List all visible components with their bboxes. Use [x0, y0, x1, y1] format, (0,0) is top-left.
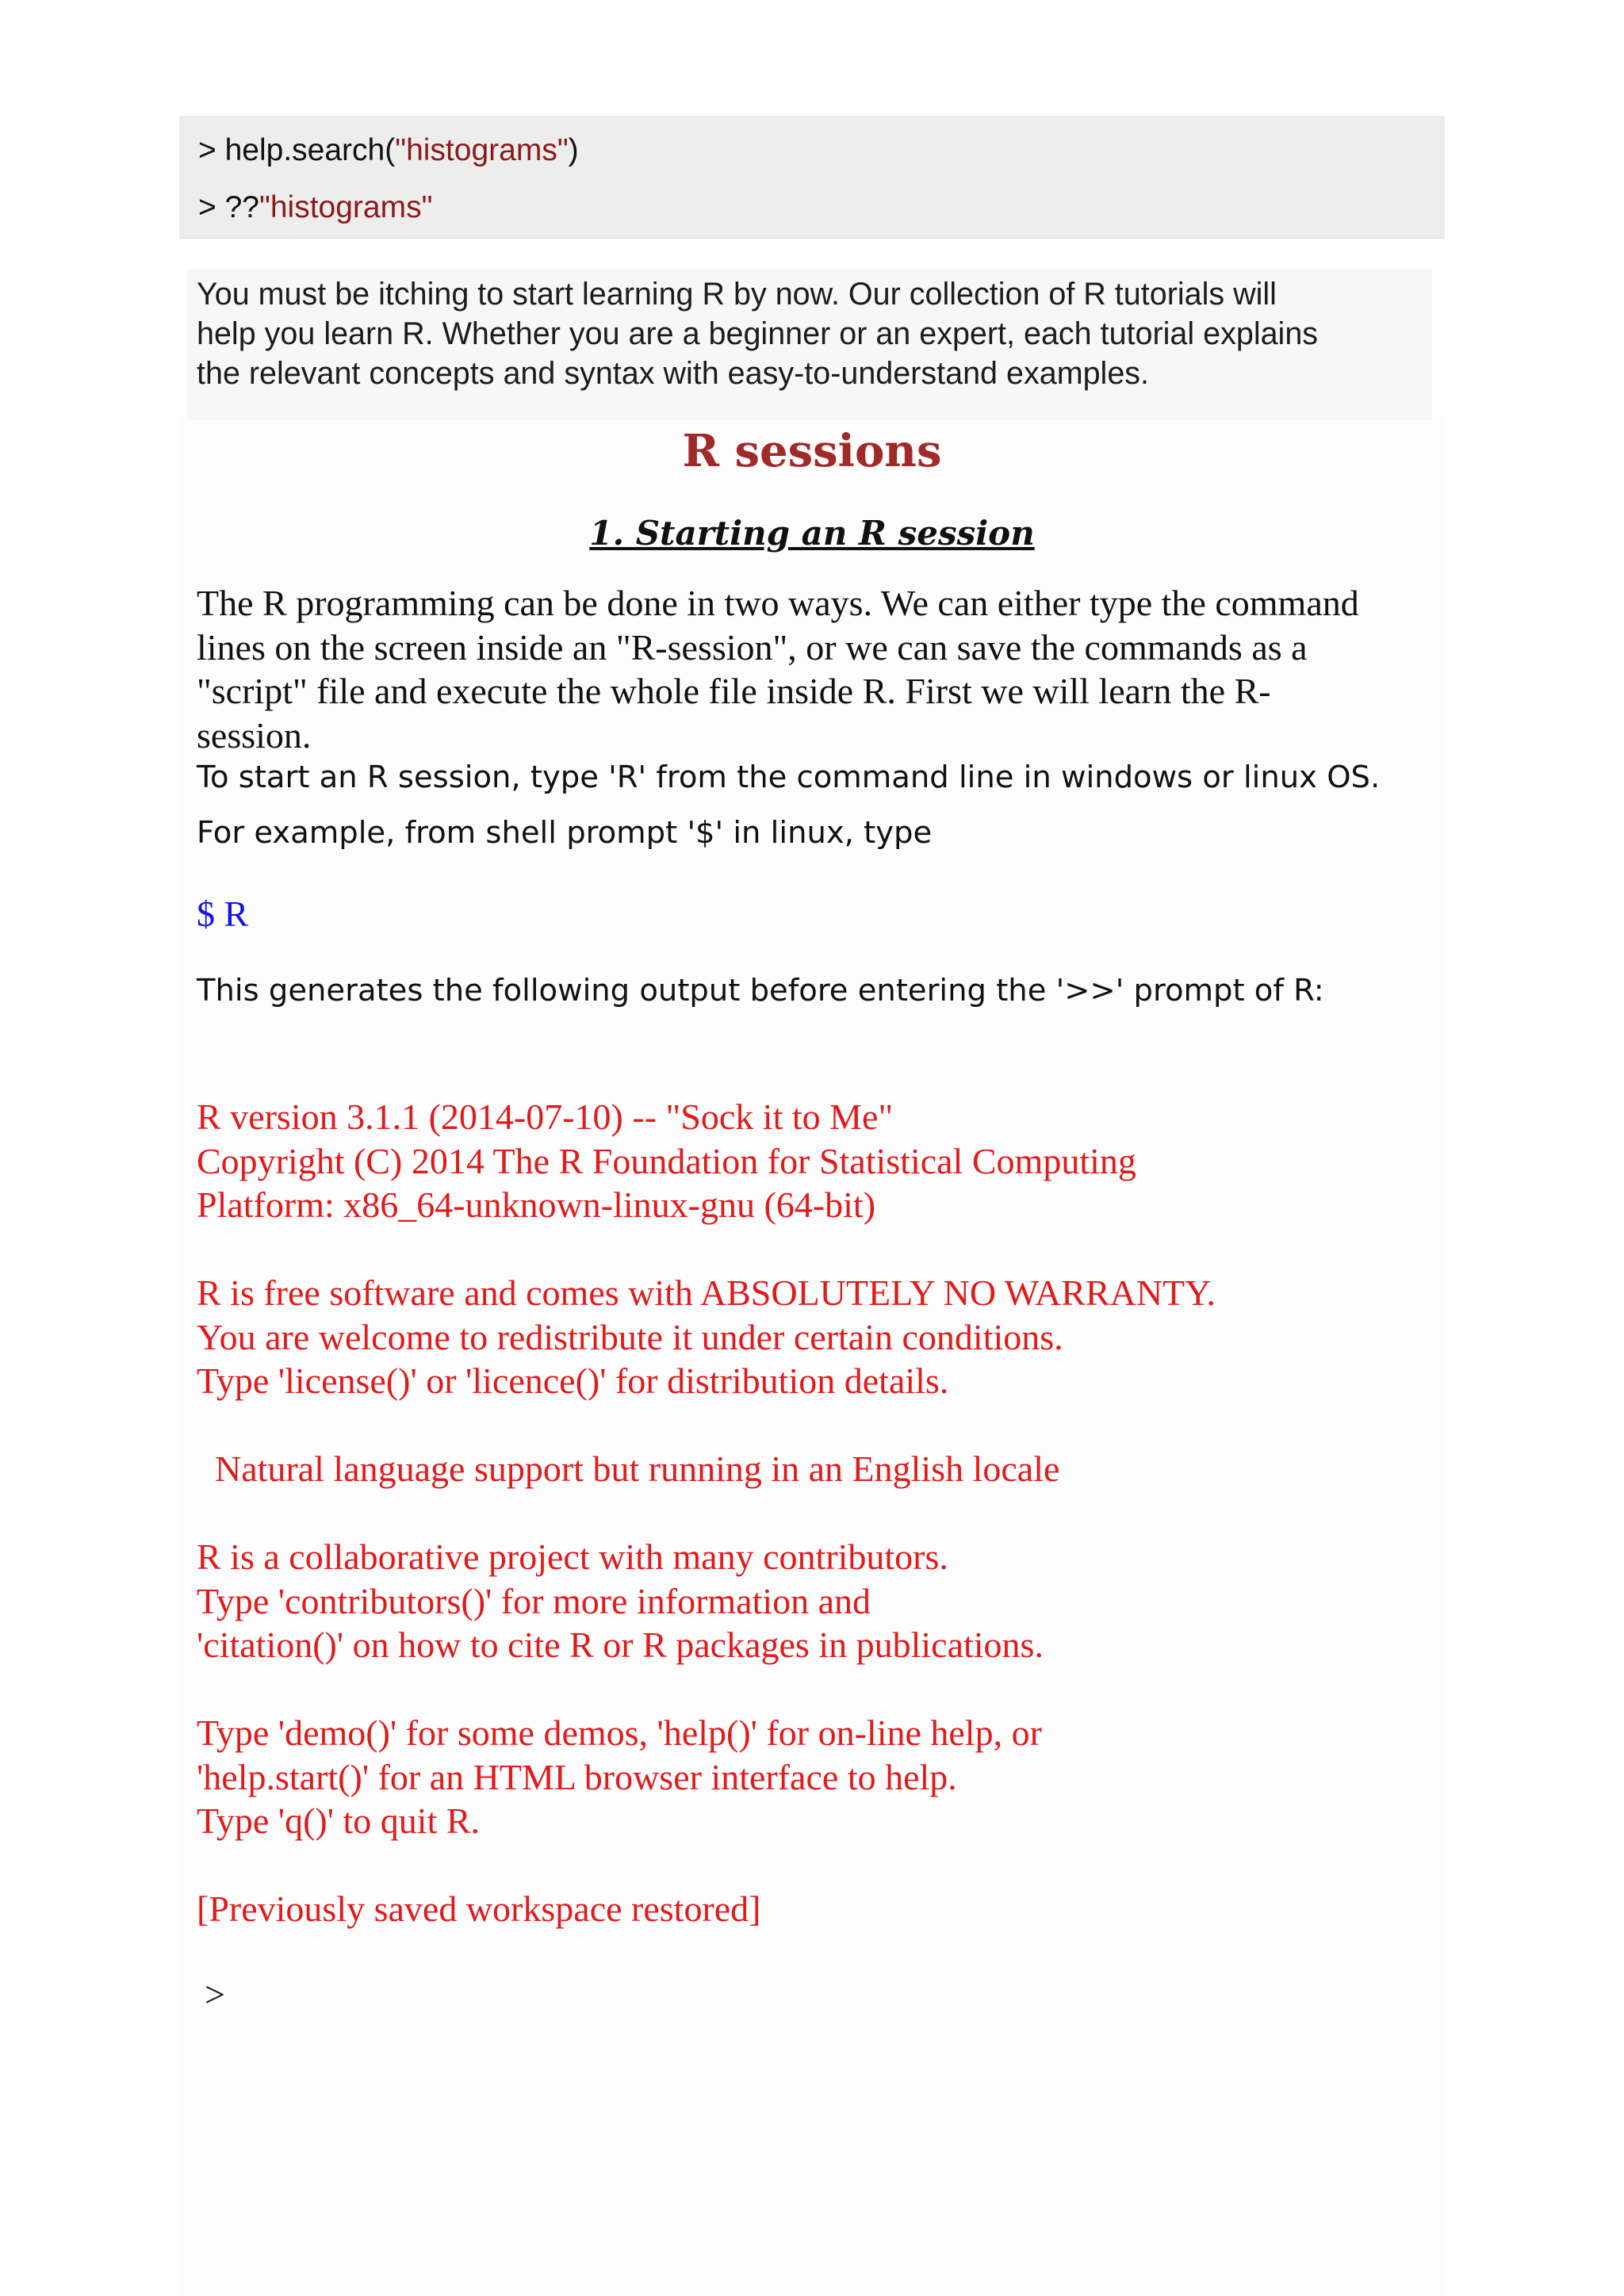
- output-line: Type 'license()' or 'licence()' for distribution details.: [197, 1360, 949, 1401]
- shell-command: $ R: [197, 894, 249, 934]
- intro-line: You must be itching to start learning R by now. Our collection of R tutorials will: [197, 277, 1277, 312]
- body-paragraph: [197, 581, 1450, 757]
- output-line: [197, 1667, 1216, 1712]
- output-line: 'citation()' on how to cite R or R packages in publications.: [197, 1624, 1044, 1665]
- intro-line: the relevant concepts and syntax with easy-to-understand examples.: [197, 356, 1150, 391]
- output-line: [197, 1843, 1216, 1888]
- output-line: [197, 1491, 1216, 1536]
- output-line: Copyright (C) 2014 The R Foundation for Statistical Computing: [197, 1140, 1136, 1181]
- output-line: Platform: x86_64-unknown-linux-gnu (64-bit): [197, 1184, 876, 1225]
- output-line: [197, 1403, 1216, 1448]
- body-line: "script" file and execute the whole file inside R. First we will learn the R-: [197, 671, 1271, 711]
- body-line: The R programming can be done in two ways. We can either type the command: [197, 583, 1359, 623]
- r-startup-output: [197, 1095, 1216, 1931]
- output-line: [Previously saved workspace restored]: [197, 1888, 761, 1929]
- output-line: Natural language support but running in an English locale: [197, 1448, 1060, 1489]
- code-suffix: ): [568, 133, 579, 167]
- code-prefix: > help.search(: [198, 133, 396, 167]
- code-string: "histograms": [259, 190, 433, 224]
- code-block: [179, 116, 1445, 239]
- intro-paragraph: [197, 274, 1434, 393]
- body-line: lines on the screen inside an "R-session", or we can save the commands as a: [197, 626, 1308, 668]
- output-line: Type 'demo()' for some demos, 'help()' for on-line help, or: [197, 1712, 1042, 1753]
- r-prompt: >: [205, 1974, 225, 2015]
- output-line: R is a collaborative project with many contributors.: [197, 1536, 948, 1577]
- output-line: Type 'q()' to quit R.: [197, 1800, 481, 1841]
- output-line: Type 'contributors()' for more information and: [197, 1580, 871, 1621]
- output-line: You are welcome to redistribute it under certain conditions.: [197, 1316, 1063, 1357]
- code-string: "histograms": [395, 133, 569, 167]
- output-intro: This generates the following output before entering the '>>' prompt of R:: [197, 973, 1324, 1008]
- code-line-help-search: [198, 133, 579, 168]
- output-line: R is free software and comes with ABSOLUTELY NO WARRANTY.: [197, 1272, 1216, 1313]
- section-heading: 1. Starting an R session: [589, 514, 1035, 553]
- start-instruction: To start an R session, type 'R' from the command line in windows or linux OS.: [197, 760, 1381, 795]
- output-line: [197, 1227, 1216, 1272]
- code-line-double-question: [198, 190, 432, 225]
- output-line: 'help.start()' for an HTML browser interface to help.: [197, 1756, 957, 1797]
- page-title: R sessions: [682, 425, 942, 477]
- intro-line: help you learn R. Whether you are a beginner or an expert, each tutorial explains: [197, 316, 1319, 351]
- example-instruction: For example, from shell prompt '$' in linux, type: [197, 815, 933, 851]
- code-prefix: > ??: [198, 190, 259, 224]
- body-line: session.: [197, 714, 312, 756]
- output-line: R version 3.1.1 (2014-07-10) -- "Sock it to Me": [197, 1096, 894, 1137]
